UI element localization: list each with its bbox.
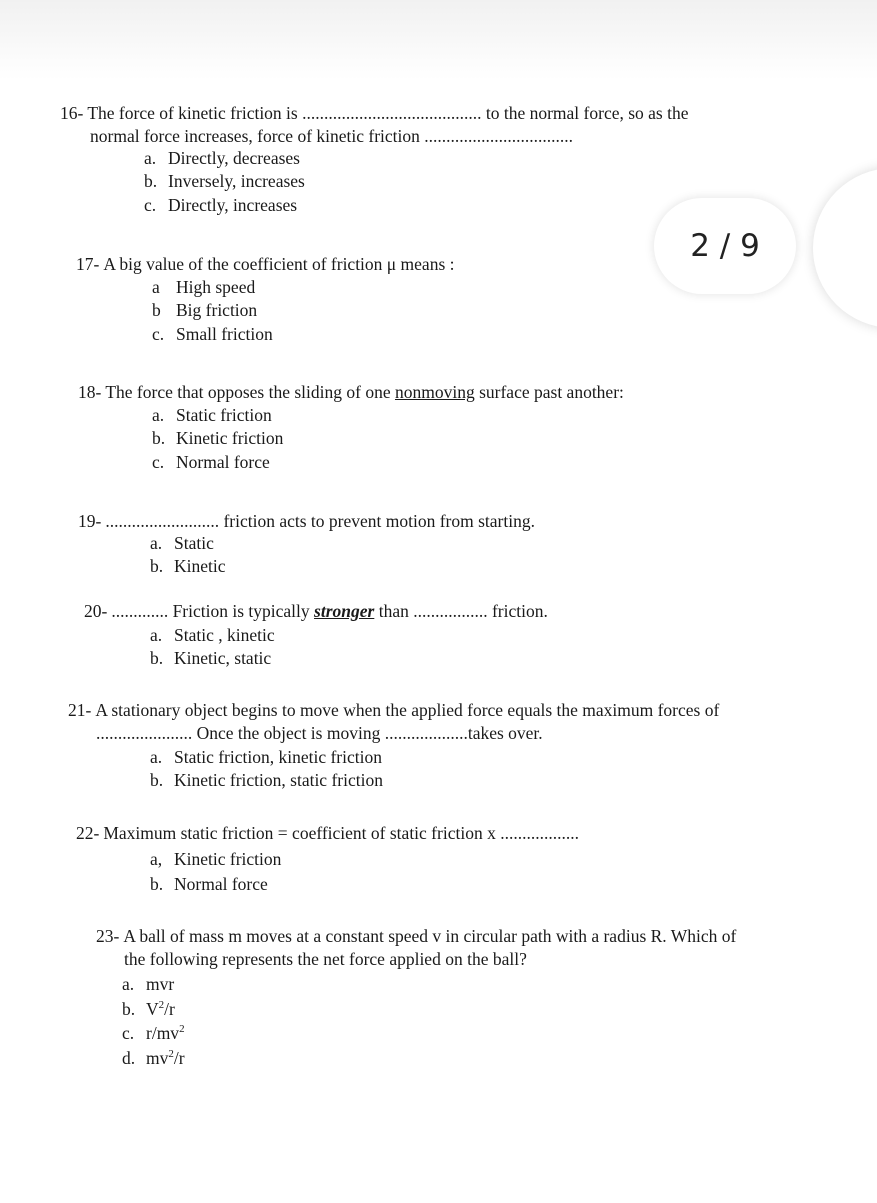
option-letter: c. bbox=[144, 194, 157, 215]
question-text: A ball of mass m moves at a constant speed v in circular path with a radius R. Which of bbox=[123, 926, 737, 946]
option-text: High speed bbox=[176, 277, 256, 297]
option-d[interactable] bbox=[122, 1046, 185, 1071]
page-top-shadow bbox=[0, 0, 877, 80]
emphasized-word: stronger bbox=[314, 601, 375, 621]
question-number: 23- bbox=[96, 926, 120, 946]
question-16-options bbox=[144, 147, 305, 217]
question-text-tail: than ................. friction. bbox=[374, 601, 548, 621]
question-16-line-1 bbox=[60, 102, 689, 125]
option-letter: b. bbox=[150, 770, 164, 791]
option-letter: b. bbox=[144, 171, 158, 192]
option-c[interactable] bbox=[152, 323, 273, 346]
page-indicator: 2 / 9 bbox=[654, 198, 796, 294]
superscript: 2 bbox=[158, 998, 165, 1011]
next-page-button[interactable] bbox=[813, 168, 877, 328]
question-number: 17- bbox=[76, 254, 100, 274]
question-23 bbox=[96, 925, 736, 971]
option-letter: a. bbox=[152, 405, 165, 425]
option-text: Directly, increases bbox=[168, 194, 298, 215]
option-letter: a. bbox=[150, 625, 163, 645]
option-text: Static , kinetic bbox=[174, 625, 275, 645]
question-23-options bbox=[122, 972, 185, 1070]
option-letter: a. bbox=[144, 148, 157, 168]
question-21-line-1 bbox=[68, 699, 719, 722]
option-text: Small friction bbox=[176, 323, 273, 344]
option-letter: c. bbox=[152, 451, 165, 472]
question-21-line-2: ...................... Once the object is moving ...................takes over. bbox=[96, 723, 543, 743]
option-letter: b. bbox=[150, 874, 164, 894]
option-letter: a bbox=[152, 277, 160, 297]
option-a[interactable] bbox=[150, 532, 226, 555]
option-a[interactable] bbox=[144, 147, 305, 170]
question-23-line-2: the following represents the net force applied on the ball? bbox=[124, 949, 527, 969]
question-23-line-1 bbox=[96, 925, 736, 948]
question-text: Maximum static friction = coefficient of static friction x .................. bbox=[103, 823, 579, 843]
question-number: 21- bbox=[68, 700, 92, 720]
option-a[interactable] bbox=[150, 746, 383, 769]
option-text: mvr bbox=[146, 974, 175, 994]
question-text: ............. Friction is typically bbox=[111, 601, 315, 621]
question-19-line-1 bbox=[78, 510, 535, 533]
option-text: Static friction, kinetic friction bbox=[174, 747, 382, 767]
question-18-options bbox=[152, 404, 283, 474]
question-number: 16- bbox=[60, 103, 84, 123]
option-b[interactable] bbox=[152, 299, 273, 322]
option-letter: b. bbox=[152, 428, 166, 449]
question-number: 22- bbox=[76, 823, 100, 843]
question-21 bbox=[68, 699, 719, 745]
question-21-options bbox=[150, 746, 383, 793]
question-text-tail: surface past another: bbox=[474, 382, 624, 402]
question-17 bbox=[76, 253, 455, 276]
question-20-line-1 bbox=[84, 600, 548, 623]
question-18-line-1 bbox=[78, 381, 624, 404]
question-number: 19- bbox=[78, 511, 102, 531]
option-letter: a. bbox=[150, 533, 163, 553]
option-a[interactable] bbox=[152, 404, 283, 427]
question-16 bbox=[60, 102, 689, 148]
option-text: Big friction bbox=[176, 300, 258, 321]
question-22 bbox=[76, 822, 579, 845]
underlined-word: nonmoving bbox=[394, 382, 475, 402]
question-19-options bbox=[150, 532, 226, 579]
question-22-options bbox=[150, 847, 281, 897]
option-b[interactable] bbox=[122, 997, 185, 1022]
option-b[interactable] bbox=[150, 769, 383, 792]
option-text: Normal force bbox=[176, 451, 270, 472]
option-letter: b. bbox=[150, 648, 164, 669]
superscript: 2 bbox=[168, 1047, 174, 1060]
option-c[interactable] bbox=[152, 451, 283, 474]
option-text: Inversely, increases bbox=[168, 171, 305, 192]
option-c[interactable] bbox=[144, 194, 305, 217]
option-text: Static bbox=[174, 533, 214, 553]
question-17-options bbox=[152, 276, 273, 346]
question-17-line-1 bbox=[76, 253, 455, 276]
option-text: Kinetic, static bbox=[174, 648, 272, 669]
option-b[interactable] bbox=[152, 427, 283, 450]
option-text-tail: /r bbox=[164, 998, 175, 1019]
option-a[interactable] bbox=[150, 847, 281, 872]
question-text: The force of kinetic friction is ......................................... to the normal force, so as the bbox=[87, 103, 689, 123]
option-letter: b. bbox=[122, 998, 136, 1019]
option-text: Kinetic friction bbox=[174, 849, 282, 869]
question-16-line-2: normal force increases, force of kinetic friction .................................. bbox=[90, 126, 574, 146]
superscript: 2 bbox=[179, 1023, 185, 1036]
option-letter: a. bbox=[122, 974, 135, 994]
option-a[interactable] bbox=[122, 972, 185, 997]
option-letter: b bbox=[152, 300, 161, 321]
option-text: Kinetic friction, static friction bbox=[174, 770, 383, 791]
option-text: Normal force bbox=[174, 874, 268, 894]
option-text: r/mv bbox=[146, 1023, 180, 1043]
question-22-line-1 bbox=[76, 822, 579, 845]
option-letter: c. bbox=[122, 1023, 135, 1043]
option-b[interactable] bbox=[144, 170, 305, 193]
option-letter: d. bbox=[122, 1047, 136, 1068]
question-text: The force that opposes the sliding of one bbox=[105, 382, 395, 402]
option-c[interactable] bbox=[122, 1021, 185, 1046]
option-b[interactable] bbox=[150, 872, 281, 897]
question-text: A stationary object begins to move when the applied force equals the maximum forces of bbox=[95, 700, 720, 720]
option-text: Kinetic bbox=[174, 556, 226, 577]
question-number: 20- bbox=[84, 601, 108, 621]
question-20 bbox=[84, 600, 548, 623]
option-a[interactable] bbox=[150, 624, 275, 647]
option-text: V bbox=[146, 998, 159, 1019]
question-18 bbox=[78, 381, 624, 404]
option-letter: a, bbox=[150, 849, 163, 869]
question-20-options bbox=[150, 624, 275, 671]
option-b[interactable] bbox=[150, 647, 275, 670]
option-text: Directly, decreases bbox=[168, 148, 300, 168]
option-text: Static friction bbox=[176, 405, 272, 425]
question-number: 18- bbox=[78, 382, 102, 402]
option-b[interactable] bbox=[150, 555, 226, 578]
question-19 bbox=[78, 510, 535, 533]
option-letter: b. bbox=[150, 556, 164, 577]
option-text-tail: /r bbox=[173, 1047, 185, 1068]
option-letter: c. bbox=[152, 323, 165, 344]
option-a[interactable] bbox=[152, 276, 273, 299]
question-text: .......................... friction acts to prevent motion from starting. bbox=[105, 511, 535, 531]
option-letter: a. bbox=[150, 747, 163, 767]
option-text: mv bbox=[146, 1047, 169, 1068]
option-text: Kinetic friction bbox=[176, 428, 284, 449]
question-text: A big value of the coefficient of friction μ means : bbox=[103, 254, 455, 274]
